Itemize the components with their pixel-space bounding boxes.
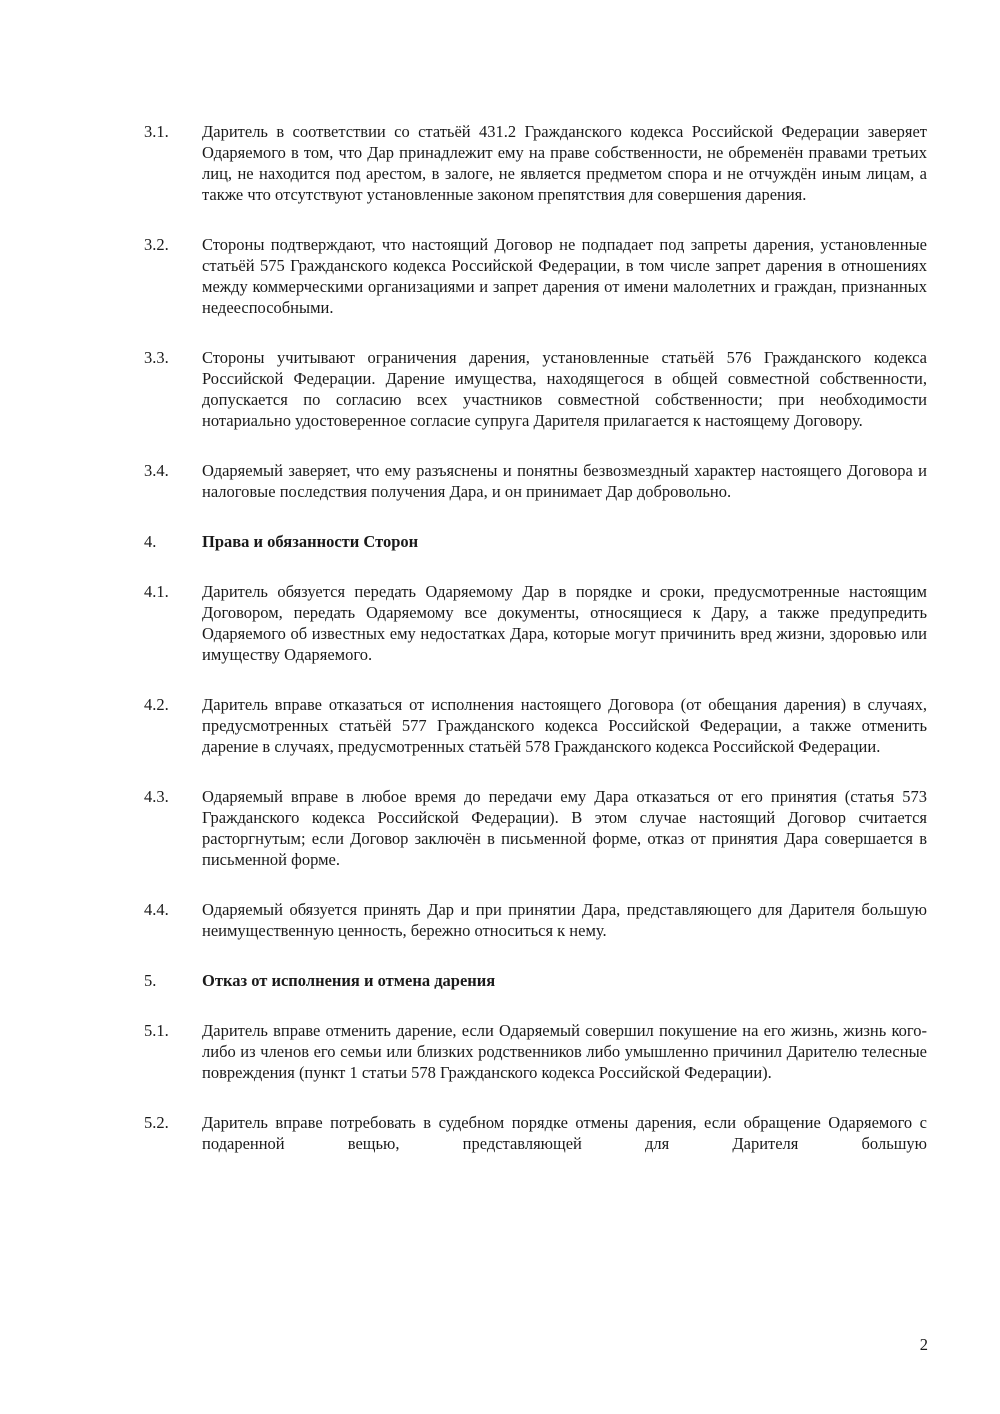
spacer: [144, 502, 927, 531]
section-heading-4: [144, 531, 927, 552]
clause-5-2: [144, 1112, 927, 1154]
clause-number: 3.4.: [144, 461, 169, 480]
clause-4-1: [144, 581, 927, 665]
section-heading-5: [144, 970, 927, 991]
section-number: 4.: [144, 532, 157, 551]
clause-number: 5.1.: [144, 1021, 169, 1040]
clause-number: 3.3.: [144, 348, 169, 367]
clause-3-3: [144, 347, 927, 431]
section-title: Права и обязанности Сторон: [202, 532, 419, 551]
clause-text: Даритель вправе отказаться от исполнения настоящего Договора (от обещания дарения) в случаях, предусмотренных статьёй 577 Гражданского кодекса Российской Федерации, а также отменить дарение в случаях, предусмотренных статьёй 578 Гражданского кодекса Российской Федерации.: [202, 695, 927, 756]
section-number: 5.: [144, 971, 157, 990]
clause-number: 3.2.: [144, 235, 169, 254]
spacer: [144, 205, 927, 234]
spacer: [144, 552, 927, 581]
spacer: [144, 757, 927, 786]
clause-3-2: [144, 234, 927, 318]
clause-4-3: [144, 786, 927, 870]
spacer: [144, 1083, 927, 1112]
clause-number: 4.4.: [144, 900, 169, 919]
clause-text: Стороны учитывают ограничения дарения, установленные статьёй 576 Гражданского кодекса Российской Федерации. Дарение имущества, находящегося в общей совместной собственности, допускается по согласию всех участников совместной собственности; при необходимости нотариально удостоверенное согласие супруга Дарителя прилагается к настоящему Договору.: [202, 348, 927, 430]
clause-text: Даритель вправе потребовать в судебном порядке отмены дарения, если обращение Одаряемого с подаренной вещью, представляющей для Дарителя большую: [202, 1113, 927, 1153]
document-body: [144, 121, 927, 1154]
clause-number: 4.3.: [144, 787, 169, 806]
spacer: [144, 991, 927, 1020]
clause-text: Даритель вправе отменить дарение, если Одаряемый совершил покушение на его жизнь, жизнь кого-либо из членов его семьи или близких родственников либо умышленно причинил Дарителю телесные повреждения (пункт 1 статьи 578 Гражданского кодекса Российской Федерации).: [202, 1021, 927, 1082]
spacer: [144, 318, 927, 347]
clause-text: Одаряемый вправе в любое время до передачи ему Дара отказаться от его принятия (статья 573 Гражданского кодекса Российской Федерации). В этом случае настоящий Договор считается расторгнутым; если Договор заключён в письменной форме, отказ от принятия Дара совершается в письменной форме.: [202, 787, 927, 869]
clause-5-1: [144, 1020, 927, 1083]
page-number: 2: [919, 1335, 928, 1354]
clause-3-4: [144, 460, 927, 502]
spacer: [144, 665, 927, 694]
clause-number: 4.1.: [144, 582, 169, 601]
clause-3-1: [144, 121, 927, 205]
clause-text: Одаряемый заверяет, что ему разъяснены и понятны безвозмездный характер настоящего Договора и налоговые последствия получения Дара, и он принимает Дар добровольно.: [202, 461, 927, 501]
clause-number: 5.2.: [144, 1113, 169, 1132]
clause-4-4: [144, 899, 927, 941]
clause-text: Даритель обязуется передать Одаряемому Дар в порядке и сроки, предусмотренные настоящим Договором, передать Одаряемому все документы, относящиеся к Дару, а также предупредить Одаряемого об известных ему недостатках Дара, которые могут причинить вред жизни, здоровью или имуществу Одаряемого.: [202, 582, 927, 664]
clause-text: Одаряемый обязуется принять Дар и при принятии Дара, представляющего для Дарителя большую неимущественную ценность, бережно относиться к нему.: [202, 900, 927, 940]
clause-text: Стороны подтверждают, что настоящий Договор не подпадает под запреты дарения, установленные статьёй 575 Гражданского кодекса Российской Федерации, в том числе запрет дарения в отношениях между коммерческими организациями и запрет дарения от имени малолетних и граждан, признанных недееспособными.: [202, 235, 927, 317]
clause-number: 3.1.: [144, 122, 169, 141]
spacer: [144, 870, 927, 899]
spacer: [144, 941, 927, 970]
clause-4-2: [144, 694, 927, 757]
spacer: [144, 431, 927, 460]
clause-text: Даритель в соответствии со статьёй 431.2 Гражданского кодекса Российской Федерации заверяет Одаряемого в том, что Дар принадлежит ему на праве собственности, не обременён правами третьих лиц, не находится под арестом, в залоге, не является предметом спора и не отчуждён иным лицам, а также что отсутствуют установленные законом препятствия для совершения дарения.: [202, 122, 927, 204]
section-title: Отказ от исполнения и отмена дарения: [202, 971, 496, 990]
clause-number: 4.2.: [144, 695, 169, 714]
